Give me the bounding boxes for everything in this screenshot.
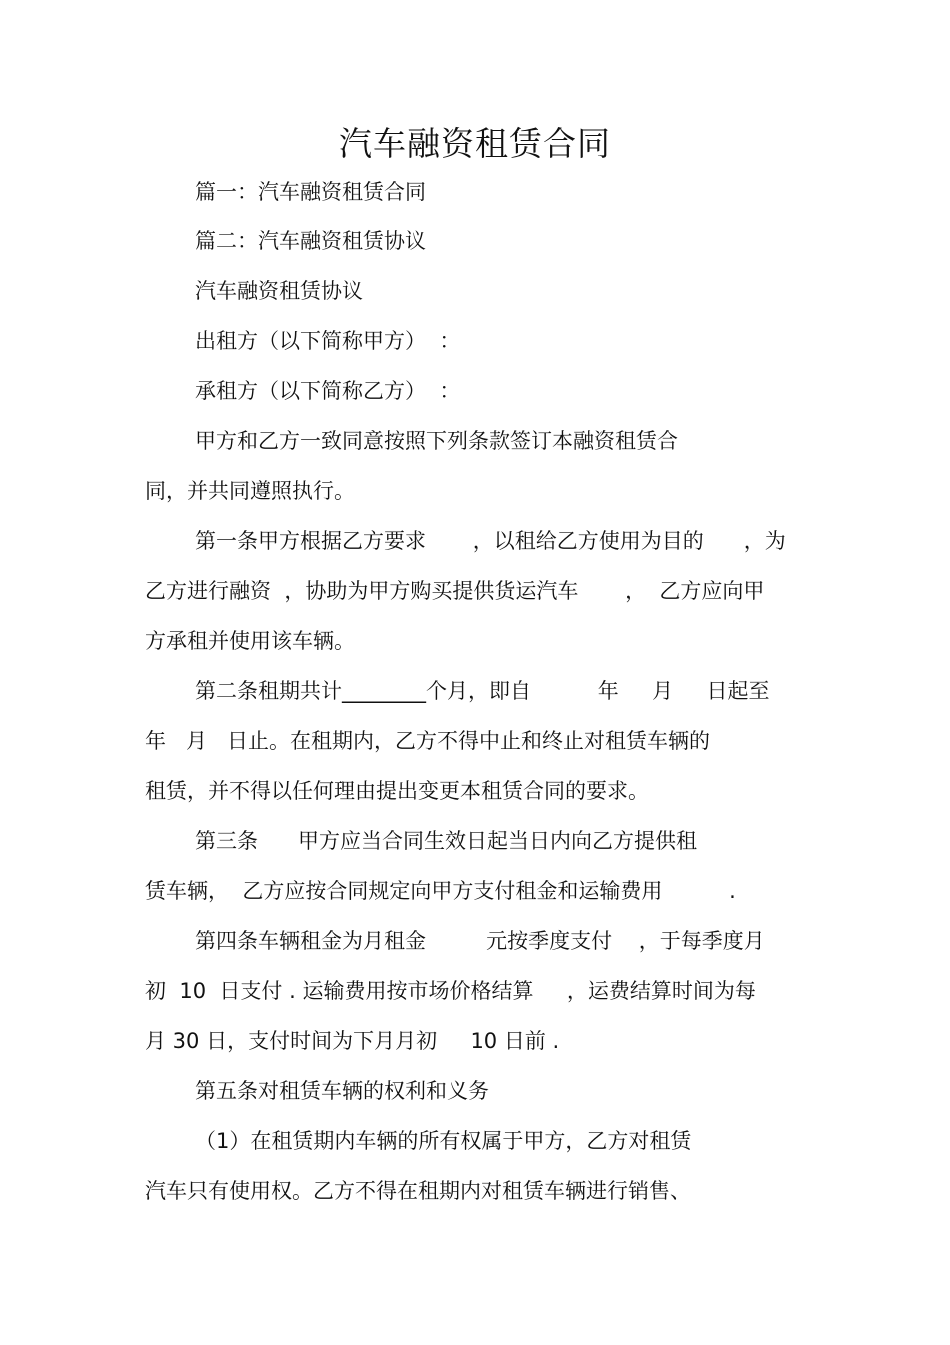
article-1-line: 第一条甲方根据乙方要求 ，以租给乙方使用为目的 ，为 [195, 529, 786, 553]
toc-item-2: 篇二：汽车融资租赁协议 [195, 229, 426, 253]
article-3-line: 赁车辆， 乙方应按合同规定向甲方支付租金和运输费用 . [145, 879, 736, 903]
lessor-line: 出租方（以下简称甲方） ： [195, 329, 461, 353]
article-2-line: 租赁，并不得以任何理由提出变更本租赁合同的要求。 [145, 779, 649, 803]
article-1-line: 乙方进行融资 ，协助为甲方购买提供货运汽车 ， 乙方应向甲 [145, 579, 765, 603]
toc-item-1: 篇一：汽车融资租赁合同 [195, 180, 426, 204]
section-heading: 汽车融资租赁协议 [195, 279, 363, 303]
paragraph-line: 甲方和乙方一致同意按照下列条款签订本融资租赁合 [195, 429, 678, 453]
article-3-line: 第三条 甲方应当合同生效日起当日内向乙方提供租 [195, 829, 698, 853]
article-5-heading: 第五条对租赁车辆的权利和义务 [195, 1079, 489, 1103]
article-4-line: 第四条车辆租金为月租金 元按季度支付 ，于每季度月 [195, 929, 765, 953]
article-2-line: 年 月 日止。在租期内，乙方不得中止和终止对租赁车辆的 [145, 729, 711, 753]
document-title: 汽车融资租赁合同 [339, 124, 611, 163]
article-5-line: 汽车只有使用权。乙方不得在租期内对租赁车辆进行销售、 [145, 1179, 691, 1203]
article-4-line: 月 30 日，支付时间为下月月初 10 日前 . [145, 1029, 560, 1053]
article-4-line: 初 10 日支付 . 运输费用按市场价格结算 ，运费结算时间为每 [145, 979, 756, 1003]
lessee-line: 承租方（以下简称乙方） ： [195, 379, 461, 403]
paragraph-line: 同，并共同遵照执行。 [145, 479, 355, 503]
article-5-line: （1）在租赁期内车辆的所有权属于甲方，乙方对租赁 [195, 1129, 692, 1153]
article-1-line: 方承租并使用该车辆。 [145, 629, 355, 653]
article-2-line: 第二条租期共计________个月，即自 年 月 日起至 [195, 679, 770, 703]
